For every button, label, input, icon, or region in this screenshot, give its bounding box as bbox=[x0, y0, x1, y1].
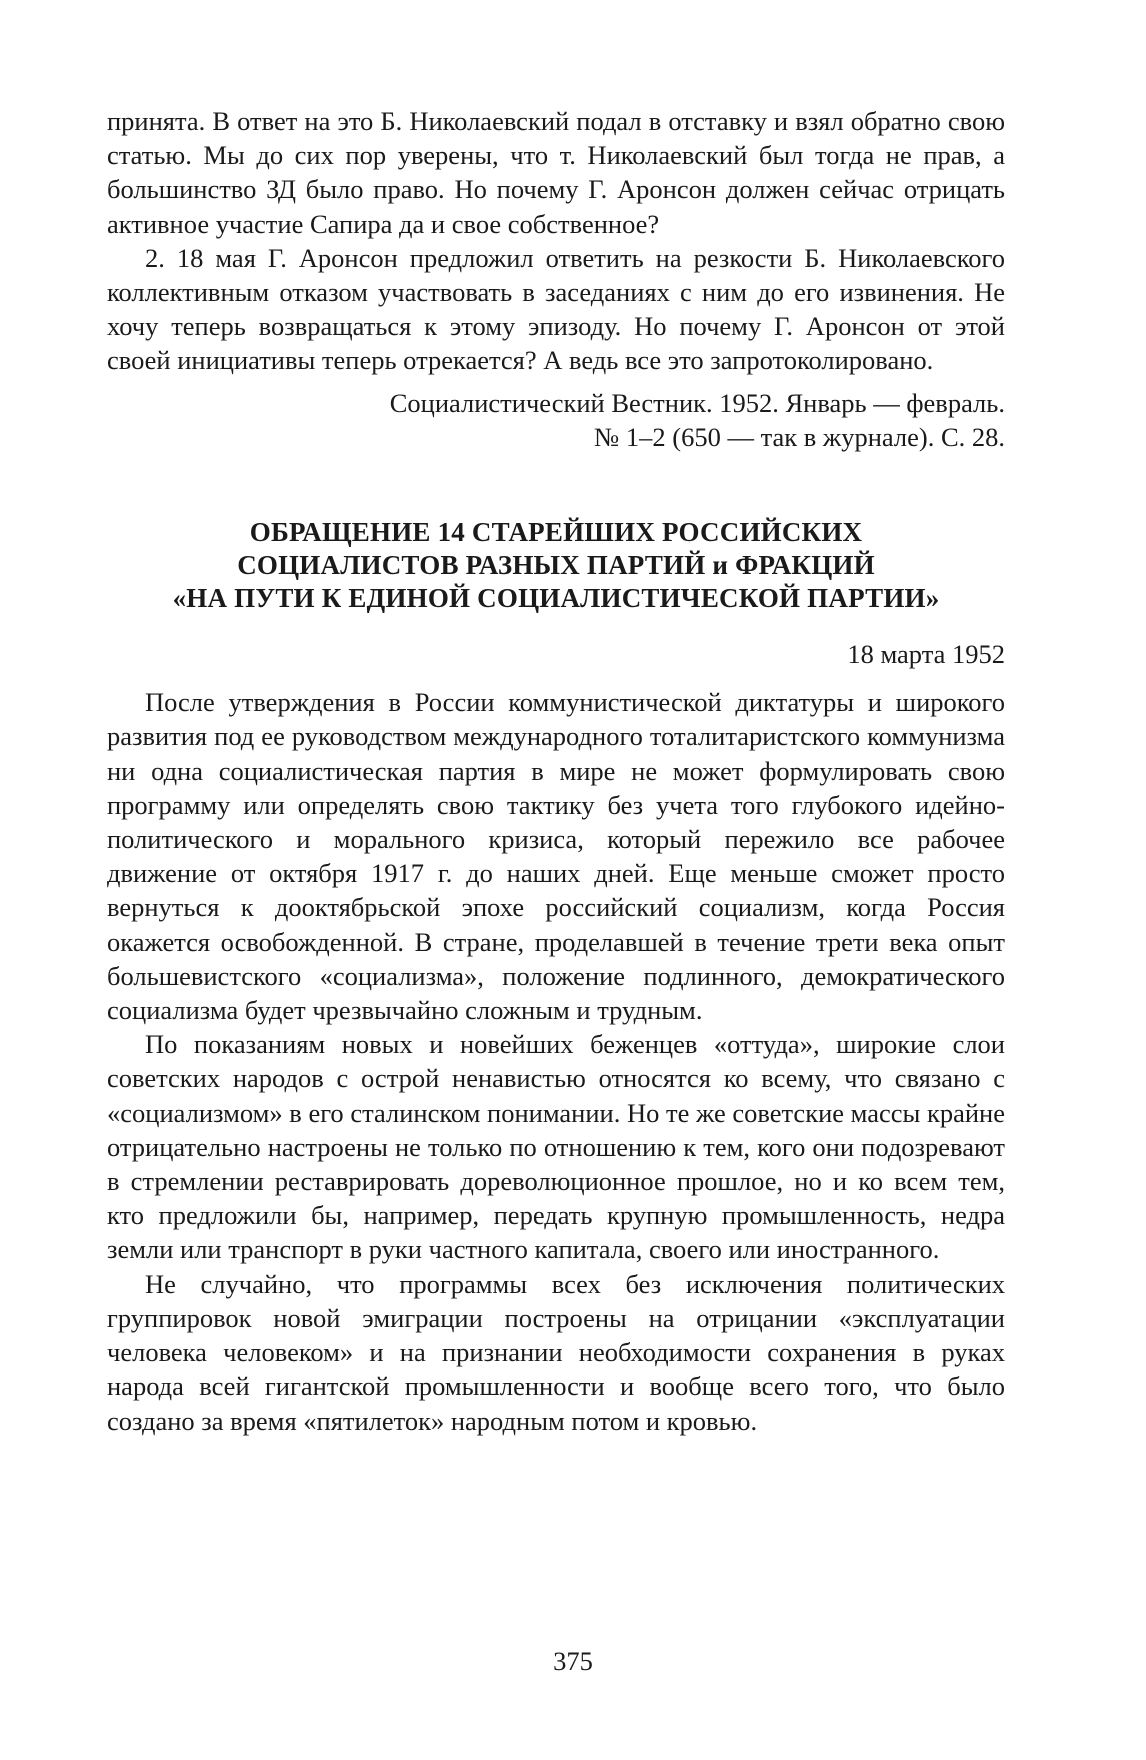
page-content bbox=[107, 104, 1005, 1438]
section-title bbox=[107, 516, 1005, 615]
source-line-2: № 1–2 (650 — так в журнале). С. 28. bbox=[593, 421, 1005, 452]
source-citation bbox=[107, 386, 1005, 454]
intro-paragraph-1: принята. В ответ на это Б. Николаевский подал в отставку и взял обратно свою статью. Мы до сих пор уверены, что т. Николаевский был тогда не прав, а большинство ЗД было право. Но почему Г. Аронсон должен сейчас отрицать активное участие Сапира да и свое собственное? bbox=[107, 106, 1005, 239]
body-paragraph-2: По показаниям новых и новейших беженцев «оттуда», широкие слои советских народов с острой ненавистью относятся ко всему, что связано с «социализмом» в его сталинском понимании. Но те же советские массы крайне отрицательно настроены не только по отношению к тем, кого они подозревают в стремлении реставрировать дореволюционное прошлое, но и ко всем тем, кто предложили бы, например, передать крупную промышленность, недра земли или транспорт в руки частного капитала, своего или иностранного. bbox=[107, 1029, 1005, 1265]
section-title-line-1: ОБРАЩЕНИЕ 14 СТАРЕЙШИХ РОССИЙСКИХ bbox=[249, 517, 863, 548]
section-title-line-2: СОЦИАЛИСТОВ РАЗНЫХ ПАРТИЙ и ФРАКЦИЙ bbox=[237, 550, 875, 581]
source-line-1: Социалистический Вестник. 1952. Январь — февраль. bbox=[389, 387, 1005, 418]
page-number: 375 bbox=[553, 1646, 593, 1676]
body-paragraph-1: После утверждения в России коммунистической диктатуры и широкого развития под ее руководством международного тоталитаристского коммунизма ни одна социалистическая партия в мире не может формулировать свою программу или определять свою тактику без учета того глубокого идейно-политического и морального кризиса, который пережило все рабочее движение от октября 1917 г. до наших дней. Еще меньше сможет просто вернуться к дооктябрьской эпохе российский социализм, когда Россия окажется освобожденной. В стране, проделавшей в течение трети века опыт большевистского «социализма», положение подлинного, демократического социализма будет чрезвычайно сложным и трудным. bbox=[107, 687, 1005, 1026]
section-body bbox=[107, 685, 1005, 1437]
body-paragraph-3: Не случайно, что программы всех без исключения политических группировок новой эмиграции построены на отрицании «эксплуатации человека человеком» и на признании необходимости сохранения в руках народа всей гигантской промышленности и вообще всего того, что было создано за время «пятилеток» народным потом и кровью. bbox=[107, 1268, 1005, 1436]
section-date: 18 марта 1952 bbox=[847, 639, 1005, 670]
section-title-line-3: «НА ПУТИ К ЕДИНОЙ СОЦИАЛИСТИЧЕСКОЙ ПАРТИИ» bbox=[172, 583, 940, 614]
intro-paragraph-2: 2. 18 мая Г. Аронсон предложил ответить на резкости Б. Николаевского коллективным отказом участвовать в заседаниях с ним до его извинения. Не хочу теперь возвращаться к этому эпизоду. Но почему Г. Аронсон от этой своей инициативы теперь отрекается? А ведь все это запротоколировано. bbox=[107, 242, 1005, 376]
